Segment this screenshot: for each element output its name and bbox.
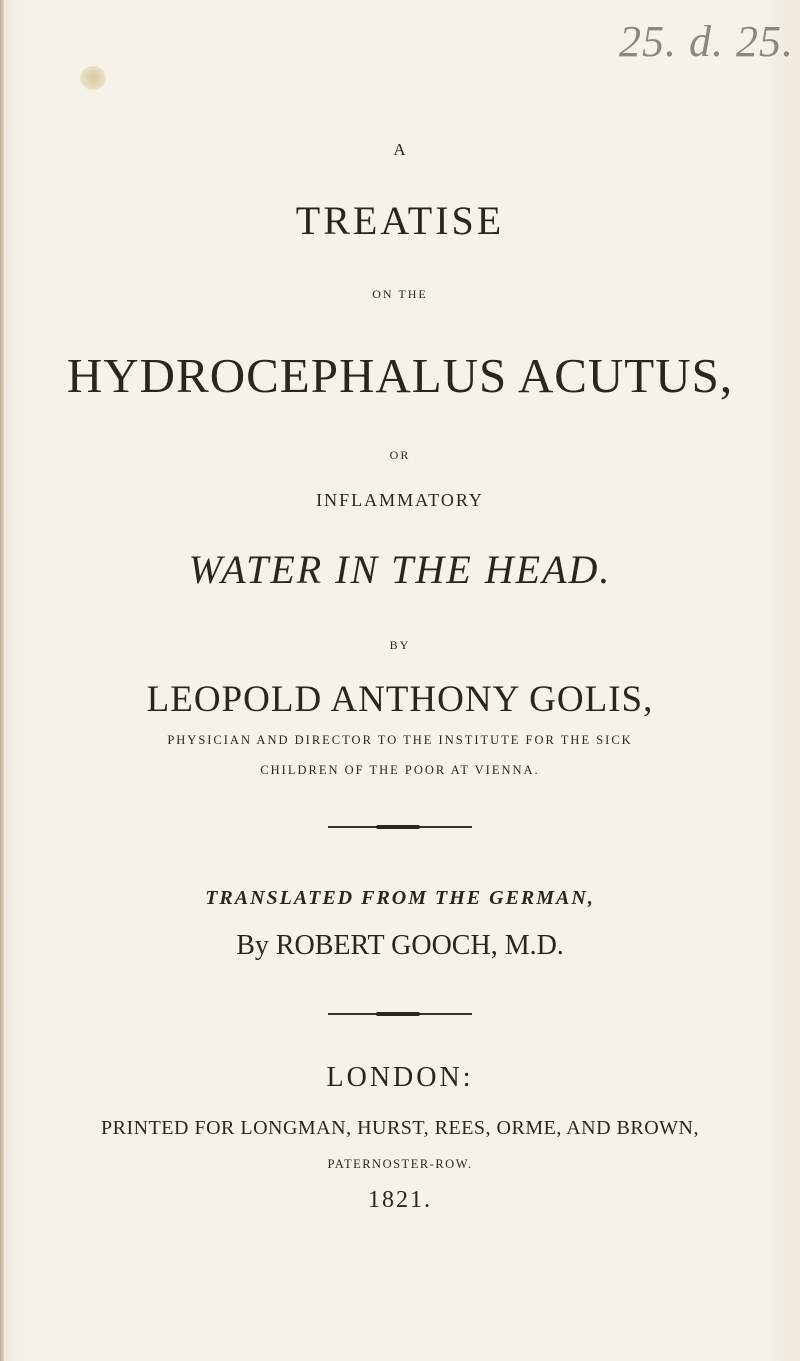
title-subject: HYDROCEPHALUS ACUTUS, [66,348,734,403]
author-role-line-2: CHILDREN OF THE POOR AT VIENNA. [260,763,540,777]
handwritten-shelfmark: 25. d. 25. [619,17,794,66]
paper-stain [80,66,106,90]
title-article: A [393,140,407,159]
title-on-the: ON THE [372,287,428,301]
title-or: OR [389,448,411,462]
translator-name: By ROBERT GOOCH, M.D. [236,930,564,961]
translated-from: TRANSLATED FROM THE GERMAN, [205,887,595,909]
by-label: BY [389,638,411,652]
imprint-address: PATERNOSTER-ROW. [327,1157,473,1171]
title-main: TREATISE [295,198,505,243]
imprint-publisher: PRINTED FOR LONGMAN, HURST, REES, ORME, AND BROWN, [101,1117,699,1139]
imprint-year: 1821. [368,1187,432,1213]
divider-rule [328,826,472,828]
divider-rule [328,1013,472,1015]
author-role-line-1: PHYSICIAN AND DIRECTOR TO THE INSTITUTE FOR THE SICK [167,733,633,747]
author-name: LEOPOLD ANTHONY GOLIS, [146,679,654,720]
alt-title-line-1: INFLAMMATORY [316,490,484,510]
imprint-city: LONDON: [326,1062,474,1093]
alt-title-line-2: WATER IN THE HEAD. [188,547,612,592]
